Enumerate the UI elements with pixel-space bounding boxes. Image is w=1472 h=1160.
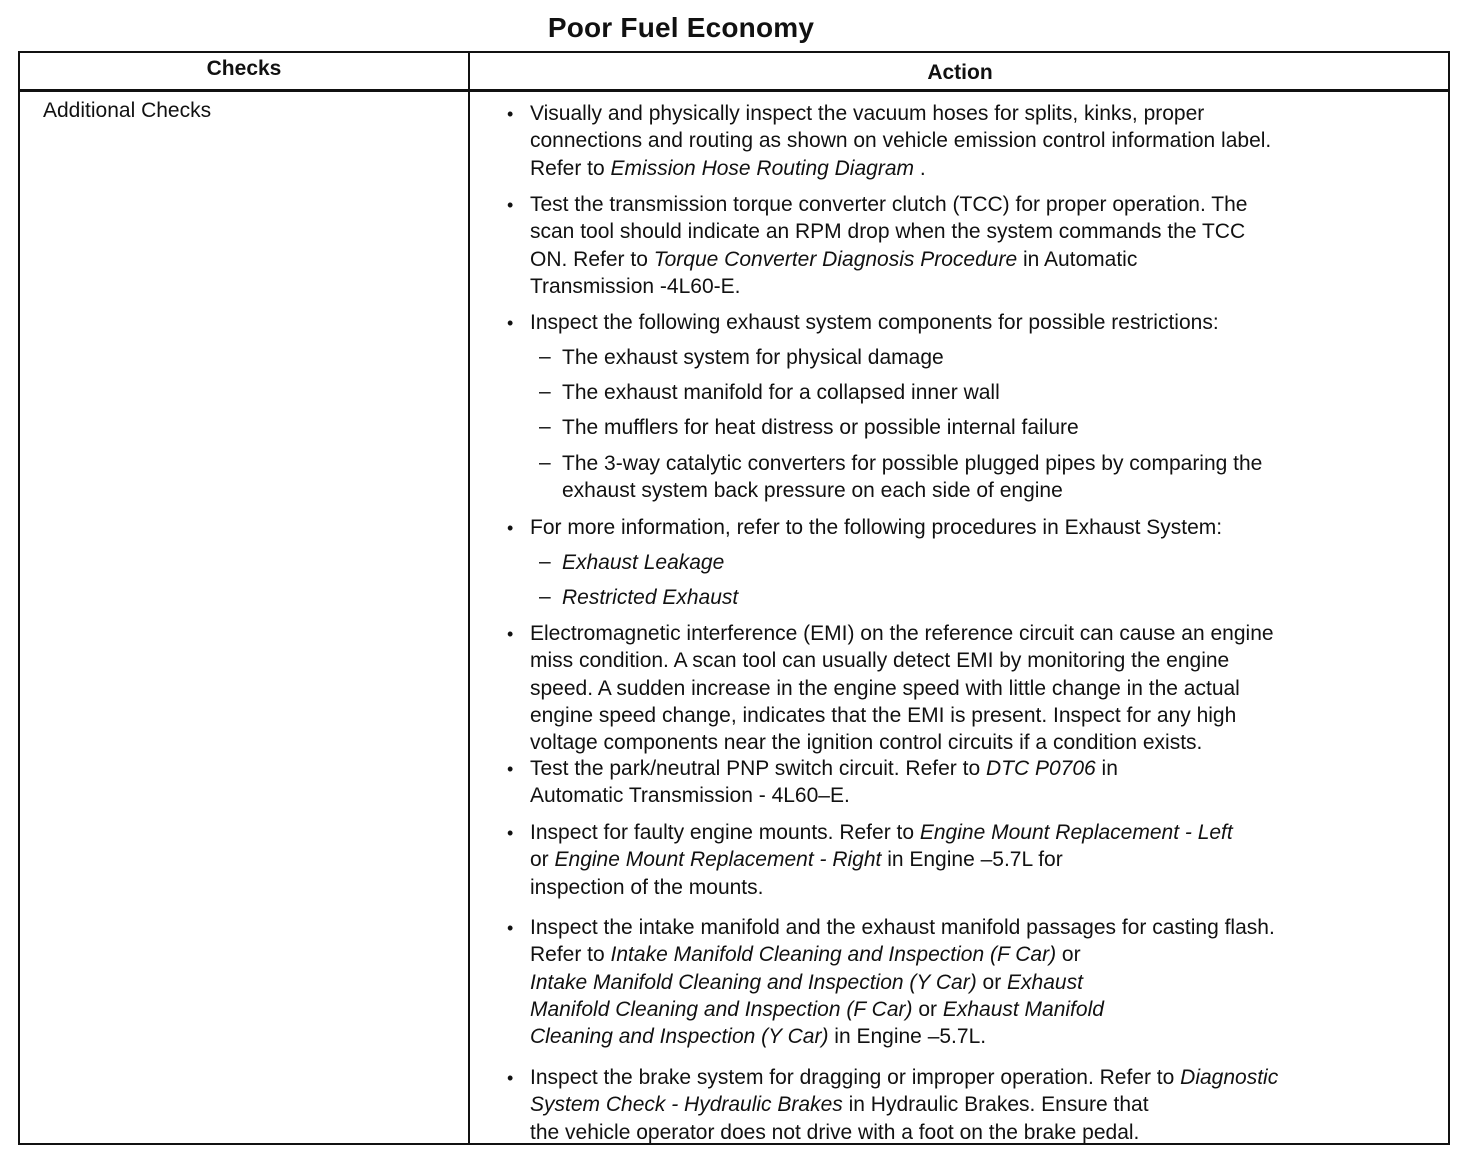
text-segment: speed. A sudden increase in the engine speed with little change in the actual — [530, 676, 1240, 700]
action-line — [530, 128, 1271, 154]
bullet-icon: • — [507, 624, 514, 644]
action-line — [530, 730, 1202, 756]
bullet-icon: • — [507, 195, 514, 215]
action-line — [530, 970, 1083, 996]
procedure-reference: Exhaust Manifold — [942, 997, 1104, 1021]
sub-action-line — [562, 415, 1079, 441]
procedure-reference: Intake Manifold Cleaning and Inspection (F Car) — [610, 943, 1057, 967]
text-segment: The exhaust manifold for a collapsed inner wall — [562, 381, 1000, 404]
sub-action-line — [562, 478, 1063, 504]
dash-icon: – — [539, 585, 551, 608]
action-line — [530, 1092, 1149, 1118]
action-line — [530, 515, 1222, 541]
procedure-reference: Emission Hose Routing Diagram — [610, 156, 915, 180]
text-segment: in Hydraulic Brakes. Ensure that — [842, 1093, 1149, 1117]
action-line — [530, 219, 1245, 245]
sub-action-line — [562, 380, 1000, 406]
procedure-reference: Diagnostic — [1180, 1066, 1279, 1089]
action-line — [530, 703, 1236, 729]
text-segment: Inspect the following exhaust system components for possible restrictions: — [530, 311, 1219, 334]
bullet-icon: • — [507, 918, 514, 938]
procedure-reference: Restricted Exhaust — [562, 586, 739, 609]
text-segment: Visually and physically inspect the vacuum hoses for splits, kinks, proper — [530, 102, 1205, 125]
procedure-reference: Engine Mount Replacement - Left — [919, 821, 1233, 844]
action-line — [530, 648, 1229, 674]
action-line — [530, 621, 1274, 647]
action-line — [530, 101, 1204, 127]
action-line — [530, 192, 1247, 218]
action-line — [530, 847, 1063, 873]
text-segment: the vehicle operator does not drive with a foot on the brake pedal. — [530, 1120, 1140, 1144]
action-line — [530, 156, 926, 182]
text-segment: exhaust system back pressure on each side of engine — [562, 479, 1063, 503]
bullet-icon: • — [507, 823, 514, 843]
text-segment: engine speed change, indicates that the EMI is present. Inspect for any high — [530, 703, 1237, 727]
text-segment: The mufflers for heat distress or possible internal failure — [562, 416, 1079, 439]
text-segment: scan tool should indicate an RPM drop when the system commands the TCC — [530, 220, 1246, 244]
action-line — [530, 875, 763, 901]
action-line — [530, 942, 1081, 968]
procedure-reference: Engine Mount Replacement - Right — [554, 848, 882, 872]
procedure-reference: Torque Converter Diagnosis Procedure — [653, 247, 1018, 271]
text-segment: in Engine –5.7L. — [828, 1025, 987, 1049]
text-segment: or — [912, 997, 943, 1021]
text-segment: For more information, refer to the following procedures in Exhaust System: — [530, 516, 1223, 539]
text-segment: in — [1095, 757, 1118, 780]
text-segment: Automatic Transmission - 4L60–E. — [530, 784, 850, 808]
text-segment: or — [530, 848, 555, 872]
column-header-checks: Checks — [206, 57, 282, 80]
bullet-icon: • — [507, 1068, 514, 1088]
dash-icon: – — [539, 380, 551, 403]
sub-action-line — [562, 585, 738, 611]
action-line — [530, 756, 1118, 782]
text-segment: in Engine –5.7L for — [881, 848, 1063, 872]
action-line — [530, 915, 1275, 941]
sub-action-line — [562, 451, 1262, 477]
procedure-reference: DTC P0706 — [985, 757, 1096, 780]
action-line — [530, 1120, 1139, 1146]
text-segment: voltage components near the ignition control circuits if a condition exists. — [530, 731, 1203, 755]
dash-icon: – — [539, 550, 551, 573]
text-segment: Refer to — [530, 156, 611, 180]
dash-icon: – — [539, 415, 551, 438]
procedure-reference: Exhaust Leakage — [562, 551, 725, 574]
column-header-action: Action — [927, 61, 993, 84]
text-segment: or — [976, 970, 1008, 994]
text-segment: Refer to — [530, 943, 611, 967]
header-divider — [20, 89, 1448, 92]
text-segment: Transmission -4L60-E. — [530, 274, 741, 298]
sub-action-line — [562, 345, 944, 371]
action-line — [530, 274, 740, 300]
text-segment: ON. Refer to — [530, 247, 654, 271]
text-segment: Inspect for faulty engine mounts. Refer to — [530, 821, 920, 844]
text-segment: Electromagnetic interference (EMI) on the reference circuit can cause an engine — [530, 622, 1274, 645]
procedure-reference: System Check - Hydraulic Brakes — [530, 1093, 843, 1117]
procedure-reference: Manifold Cleaning and Inspection (F Car) — [530, 997, 913, 1021]
procedure-reference: Intake Manifold Cleaning and Inspection (Y Car) — [530, 970, 977, 994]
action-line — [530, 1024, 986, 1050]
text-segment: The 3-way catalytic converters for possible plugged pipes by comparing the — [562, 452, 1263, 475]
action-line — [530, 247, 1137, 273]
action-line — [530, 783, 850, 809]
bullet-icon: • — [507, 759, 514, 779]
text-segment: Inspect the brake system for dragging or improper operation. Refer to — [530, 1066, 1181, 1089]
bullet-icon: • — [507, 518, 514, 538]
bullet-icon: • — [507, 313, 514, 333]
action-line — [530, 676, 1240, 702]
column-divider — [468, 53, 470, 1143]
text-segment: The exhaust system for physical damage — [562, 346, 944, 369]
procedure-reference: Cleaning and Inspection (Y Car) — [530, 1025, 829, 1049]
dash-icon: – — [539, 345, 551, 368]
action-line — [530, 820, 1233, 846]
check-cell: Additional Checks — [43, 99, 212, 122]
text-segment: Inspect the intake manifold and the exhaust manifold passages for casting flash. — [530, 916, 1275, 939]
dash-icon: – — [539, 451, 551, 474]
text-segment: connections and routing as shown on vehicle emission control information label. — [530, 129, 1272, 153]
diagnostic-table — [18, 51, 1450, 1145]
text-segment: Test the transmission torque converter clutch (TCC) for proper operation. The — [530, 193, 1248, 216]
sub-action-line — [562, 550, 724, 576]
text-segment: . — [914, 156, 926, 180]
procedure-reference: Exhaust — [1007, 970, 1083, 994]
bullet-icon: • — [507, 104, 514, 124]
action-line — [530, 997, 1104, 1023]
action-line — [530, 310, 1219, 336]
page-title: Poor Fuel Economy — [547, 12, 815, 43]
text-segment: Test the park/neutral PNP switch circuit. Refer to — [530, 757, 986, 780]
action-line — [530, 1065, 1278, 1091]
text-segment: inspection of the mounts. — [530, 875, 764, 899]
text-segment: or — [1056, 943, 1081, 967]
text-segment: in Automatic — [1017, 247, 1138, 271]
text-segment: miss condition. A scan tool can usually detect EMI by monitoring the engine — [530, 649, 1230, 673]
